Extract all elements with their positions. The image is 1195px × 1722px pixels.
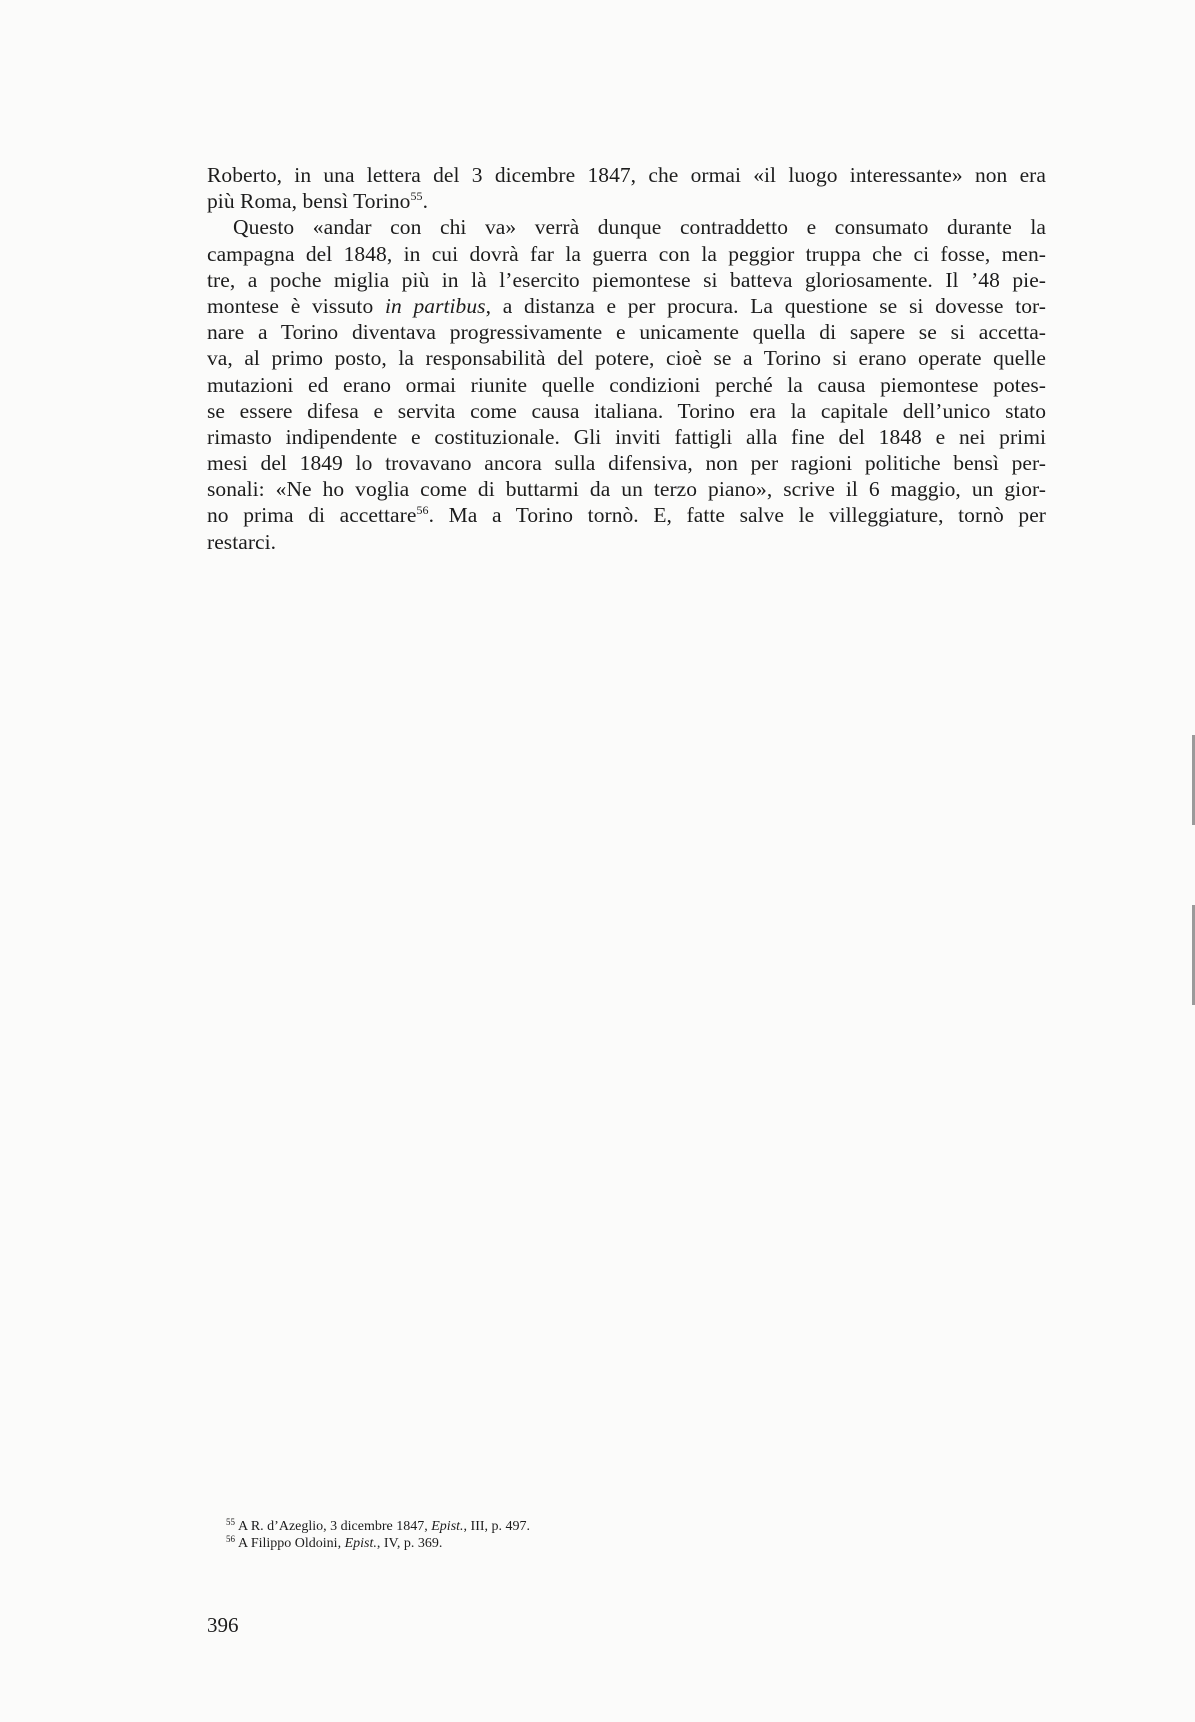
text-line: campagna del 1848, in cui dovrà far la guerra con la peggior truppa che ci fosse, men- [207, 241, 1046, 266]
body-text [207, 162, 1046, 555]
footnote-55: $^{55}$ A R. d’Azeglio, 3 dicembre 1847, Epist., III, p. 497. [226, 1517, 531, 1534]
text-line: montese è vissuto in partibus, a distanza e per procura. La questione se si dovesse tor- [207, 293, 1046, 318]
footnote-number: 56 [226, 1534, 235, 1544]
text-line: va, al primo posto, la responsabilità del potere, cioè se a Torino si erano operate quelle [207, 346, 1046, 371]
text-line: Questo «andar con chi va» verrà dunque contraddetto e consumato durante la [233, 215, 1046, 240]
text-line: rimasto indipendente e costituzionale. Gli inviti fattigli alla fine del 1848 e nei primi [207, 424, 1046, 449]
text-line: se essere difesa e servita come causa italiana. Torino era la capitale dell’unico stato [207, 398, 1046, 423]
text-line: mesi del 1849 lo trovavano ancora sulla difensiva, non per ragioni politiche bensì per- [207, 451, 1046, 476]
text-line: tre, a poche miglia più in là l’esercito piemontese si batteva gloriosamente. Il ’48 pie- [207, 267, 1046, 292]
text-line: nare a Torino diventava progressivamente e unicamente quella di sapere se si accetta- [207, 320, 1046, 345]
page-number: 396 [207, 1613, 239, 1637]
footnote-56: $^{56}$ A Filippo Oldoini, Epist., IV, p. 369. [226, 1534, 443, 1551]
text-line: restarci. [207, 529, 277, 554]
text-line: sonali: «Ne ho voglia come di buttarmi da un terzo piano», scrive il 6 maggio, un gior- [207, 477, 1046, 502]
text-line: no prima di accettare$^{56}$. Ma a Torino tornò. E, fatte salve le villeggiature, tornò per [207, 503, 1046, 528]
footnote-ref-56[interactable]: 56 [416, 503, 429, 518]
italic-phrase: in partibus [384, 293, 486, 318]
footnote-ref-55[interactable]: 55 [410, 189, 423, 204]
text-line: più Roma, bensì Torino$^{55}$. [207, 189, 428, 214]
footnotes [226, 1518, 530, 1552]
text-line: Roberto, in una lettera del 3 dicembre 1847, che ormai «il luogo interessante» non era [207, 163, 1046, 187]
text-line: mutazioni ed erano ormai riunite quelle condizioni perché la causa piemontese potes- [207, 372, 1046, 397]
footnote-number: 55 [226, 1517, 235, 1527]
